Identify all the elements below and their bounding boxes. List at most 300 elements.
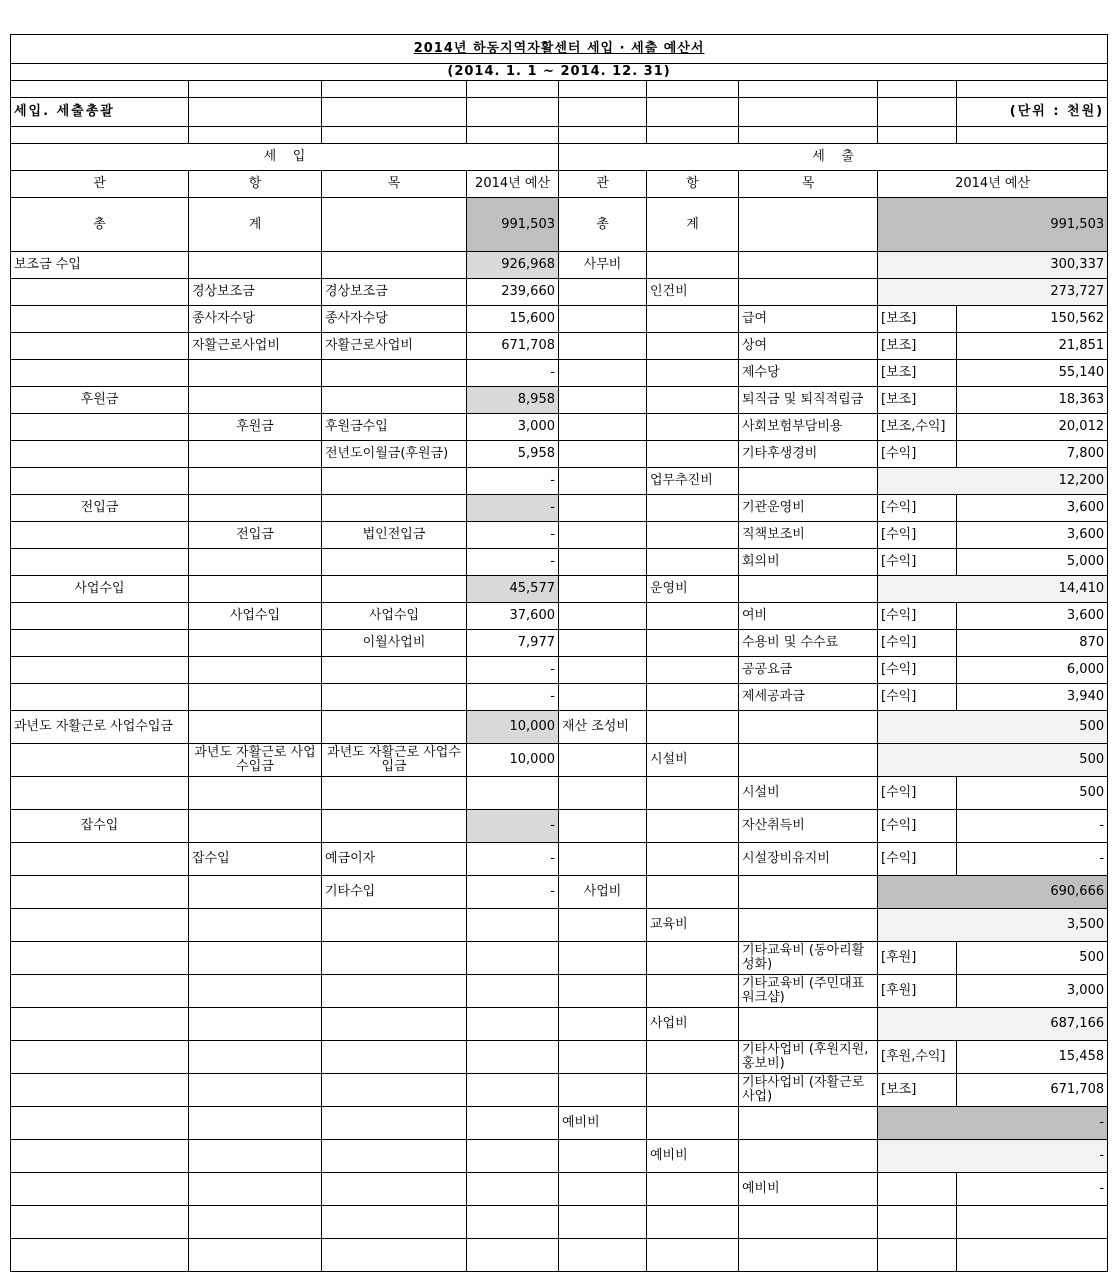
income-budget: - bbox=[467, 549, 559, 576]
income-hang bbox=[189, 441, 322, 468]
income-hang: 사업수입 bbox=[189, 603, 322, 630]
income-hang bbox=[189, 1239, 322, 1272]
income-mok: 과년도 자활근로 사업수입금 bbox=[322, 744, 467, 777]
income-gwan: 전입금 bbox=[11, 495, 189, 522]
income-mok: 기타수입 bbox=[322, 876, 467, 909]
income-mok bbox=[322, 909, 467, 942]
budget-sheet bbox=[10, 34, 1107, 1272]
expense-mok: 기타교육비 (동아리활성화) bbox=[739, 942, 878, 975]
budget-row bbox=[11, 360, 1108, 387]
income-budget: 45,577 bbox=[467, 576, 559, 603]
expense-mok: 기타사업비 (자활근로사업) bbox=[739, 1074, 878, 1107]
income-budget bbox=[467, 1008, 559, 1041]
expense-mok: 시설비 bbox=[739, 777, 878, 810]
budget-row bbox=[11, 549, 1108, 576]
expense-funding-source bbox=[878, 1206, 957, 1239]
expense-budget: 3,000 bbox=[957, 975, 1108, 1008]
expense-hang: 인건비 bbox=[647, 279, 739, 306]
income-budget: - bbox=[467, 810, 559, 843]
expense-gwan bbox=[559, 1008, 647, 1041]
budget-table bbox=[10, 34, 1108, 1272]
income-gwan bbox=[11, 657, 189, 684]
expense-gwan: 사업비 bbox=[559, 876, 647, 909]
expense-mok bbox=[739, 279, 878, 306]
expense-budget bbox=[957, 1206, 1108, 1239]
expense-gwan bbox=[559, 777, 647, 810]
income-mok: 자활근로사업비 bbox=[322, 333, 467, 360]
income-gwan bbox=[11, 1008, 189, 1041]
expense-gwan bbox=[559, 333, 647, 360]
expense-mok: 퇴직금 및 퇴직적립금 bbox=[739, 387, 878, 414]
income-mok bbox=[322, 576, 467, 603]
expense-gwan bbox=[559, 1173, 647, 1206]
income-budget: 7,977 bbox=[467, 630, 559, 657]
expense-hang bbox=[647, 975, 739, 1008]
income-section-header: 세 입 bbox=[11, 144, 559, 171]
income-gwan bbox=[11, 909, 189, 942]
income-budget: 37,600 bbox=[467, 603, 559, 630]
income-gwan bbox=[11, 1074, 189, 1107]
budget-row bbox=[11, 684, 1108, 711]
income-mok bbox=[322, 1107, 467, 1140]
expense-budget: 500 bbox=[957, 777, 1108, 810]
income-gwan bbox=[11, 744, 189, 777]
income-hang bbox=[189, 576, 322, 603]
expense-funding-source: [수익] bbox=[878, 603, 957, 630]
expense-budget: 500 bbox=[878, 744, 1108, 777]
budget-row bbox=[11, 975, 1108, 1008]
budget-row bbox=[11, 603, 1108, 630]
expense-mok: 공공요금 bbox=[739, 657, 878, 684]
income-hang bbox=[189, 387, 322, 414]
expense-mok: 기타교육비 (주민대표워크샵) bbox=[739, 975, 878, 1008]
budget-row bbox=[11, 1206, 1108, 1239]
expense-mok bbox=[739, 1206, 878, 1239]
expense-gwan bbox=[559, 1074, 647, 1107]
summary-label: 세입. 세출총괄 bbox=[11, 98, 189, 127]
budget-row bbox=[11, 495, 1108, 522]
budget-row bbox=[11, 576, 1108, 603]
income-gwan bbox=[11, 522, 189, 549]
expense-gwan bbox=[559, 744, 647, 777]
income-budget bbox=[467, 1239, 559, 1272]
expense-funding-source: [후원] bbox=[878, 975, 957, 1008]
income-gwan bbox=[11, 603, 189, 630]
expense-gwan bbox=[559, 522, 647, 549]
expense-gwan bbox=[559, 603, 647, 630]
income-hang bbox=[189, 630, 322, 657]
total-label: 계 bbox=[647, 198, 739, 252]
expense-budget: 5,000 bbox=[957, 549, 1108, 576]
expense-funding-source: [수익] bbox=[878, 549, 957, 576]
expense-mok: 사회보험부담비용 bbox=[739, 414, 878, 441]
document-title bbox=[11, 35, 1108, 64]
expense-gwan bbox=[559, 1239, 647, 1272]
expense-gwan bbox=[559, 279, 647, 306]
income-hang bbox=[189, 684, 322, 711]
expense-hang: 시설비 bbox=[647, 744, 739, 777]
income-hang bbox=[189, 495, 322, 522]
income-hang: 경상보조금 bbox=[189, 279, 322, 306]
expense-budget bbox=[957, 1239, 1108, 1272]
income-gwan bbox=[11, 1206, 189, 1239]
expense-hang bbox=[647, 1173, 739, 1206]
expense-mok bbox=[739, 1107, 878, 1140]
total-label: 계 bbox=[189, 198, 322, 252]
income-budget bbox=[467, 1107, 559, 1140]
income-mok: 종사자수당 bbox=[322, 306, 467, 333]
expense-budget: 3,600 bbox=[957, 495, 1108, 522]
budget-row bbox=[11, 909, 1108, 942]
income-gwan bbox=[11, 441, 189, 468]
income-budget: - bbox=[467, 495, 559, 522]
income-hang: 자활근로사업비 bbox=[189, 333, 322, 360]
expense-budget: 671,708 bbox=[957, 1074, 1108, 1107]
expense-hang bbox=[647, 1206, 739, 1239]
expense-hang: 예비비 bbox=[647, 1140, 739, 1173]
expense-funding-source bbox=[878, 1239, 957, 1272]
income-budget bbox=[467, 1206, 559, 1239]
expense-budget: 12,200 bbox=[878, 468, 1108, 495]
income-budget bbox=[467, 1041, 559, 1074]
income-budget: - bbox=[467, 843, 559, 876]
budget-row bbox=[11, 306, 1108, 333]
income-mok bbox=[322, 975, 467, 1008]
expense-budget: 7,800 bbox=[957, 441, 1108, 468]
expense-funding-source: [보조] bbox=[878, 1074, 957, 1107]
header-mok: 목 bbox=[322, 171, 467, 198]
budget-row bbox=[11, 630, 1108, 657]
income-budget: 10,000 bbox=[467, 711, 559, 744]
income-budget: 15,600 bbox=[467, 306, 559, 333]
expense-hang bbox=[647, 522, 739, 549]
expense-gwan bbox=[559, 441, 647, 468]
expense-hang bbox=[647, 1074, 739, 1107]
expense-mok: 직책보조비 bbox=[739, 522, 878, 549]
expense-hang bbox=[647, 414, 739, 441]
expense-budget: 15,458 bbox=[957, 1041, 1108, 1074]
income-mok: 사업수입 bbox=[322, 603, 467, 630]
expense-mok: 여비 bbox=[739, 603, 878, 630]
total-label: 총 bbox=[559, 198, 647, 252]
expense-mok: 상여 bbox=[739, 333, 878, 360]
income-hang bbox=[189, 1107, 322, 1140]
expense-gwan bbox=[559, 684, 647, 711]
income-budget: 10,000 bbox=[467, 744, 559, 777]
income-hang: 잡수입 bbox=[189, 843, 322, 876]
expense-hang: 업무추진비 bbox=[647, 468, 739, 495]
expense-budget: - bbox=[878, 1140, 1108, 1173]
income-gwan bbox=[11, 468, 189, 495]
income-gwan bbox=[11, 630, 189, 657]
income-hang bbox=[189, 360, 322, 387]
expense-budget: - bbox=[957, 843, 1108, 876]
expense-budget: 3,500 bbox=[878, 909, 1108, 942]
expense-mok: 예비비 bbox=[739, 1173, 878, 1206]
expense-funding-source: [보조] bbox=[878, 387, 957, 414]
expense-hang bbox=[647, 549, 739, 576]
income-gwan bbox=[11, 414, 189, 441]
expense-budget: 273,727 bbox=[878, 279, 1108, 306]
expense-gwan bbox=[559, 942, 647, 975]
budget-row bbox=[11, 333, 1108, 360]
budget-row bbox=[11, 1140, 1108, 1173]
expense-budget: 20,012 bbox=[957, 414, 1108, 441]
income-gwan bbox=[11, 942, 189, 975]
expense-budget: 6,000 bbox=[957, 657, 1108, 684]
expense-gwan bbox=[559, 1140, 647, 1173]
budget-row bbox=[11, 1107, 1108, 1140]
income-budget bbox=[467, 975, 559, 1008]
income-mok: 후원금수입 bbox=[322, 414, 467, 441]
income-gwan bbox=[11, 360, 189, 387]
expense-budget: 500 bbox=[878, 711, 1108, 744]
expense-mok bbox=[739, 876, 878, 909]
header-budget: 2014년 예산 bbox=[467, 171, 559, 198]
income-hang bbox=[189, 711, 322, 744]
income-mok bbox=[322, 684, 467, 711]
budget-row bbox=[11, 711, 1108, 744]
expense-gwan bbox=[559, 657, 647, 684]
income-gwan bbox=[11, 1239, 189, 1272]
income-budget: 3,000 bbox=[467, 414, 559, 441]
expense-hang: 운영비 bbox=[647, 576, 739, 603]
budget-row bbox=[11, 279, 1108, 306]
title-text: 2014년 하동지역자활센터 세입 · 세출 예산서 bbox=[413, 41, 705, 56]
income-gwan: 과년도 자활근로 사업수입금 bbox=[11, 711, 189, 744]
income-budget: - bbox=[467, 522, 559, 549]
header-hang: 항 bbox=[189, 171, 322, 198]
income-gwan bbox=[11, 876, 189, 909]
expense-funding-source: [보조] bbox=[878, 333, 957, 360]
expense-mok bbox=[739, 711, 878, 744]
expense-hang bbox=[647, 810, 739, 843]
income-gwan bbox=[11, 279, 189, 306]
income-budget: - bbox=[467, 657, 559, 684]
income-mok bbox=[322, 657, 467, 684]
income-mok bbox=[322, 1140, 467, 1173]
expense-mok: 기타후생경비 bbox=[739, 441, 878, 468]
expense-hang bbox=[647, 387, 739, 414]
expense-budget: 300,337 bbox=[878, 252, 1108, 279]
income-mok bbox=[322, 810, 467, 843]
expense-gwan bbox=[559, 1041, 647, 1074]
expense-funding-source: [보조] bbox=[878, 360, 957, 387]
income-budget: 239,660 bbox=[467, 279, 559, 306]
income-gwan bbox=[11, 975, 189, 1008]
income-budget: 926,968 bbox=[467, 252, 559, 279]
expense-budget: 18,363 bbox=[957, 387, 1108, 414]
income-gwan: 사업수입 bbox=[11, 576, 189, 603]
budget-row bbox=[11, 468, 1108, 495]
expense-mok: 회의비 bbox=[739, 549, 878, 576]
expense-funding-source: [수익] bbox=[878, 684, 957, 711]
budget-row bbox=[11, 441, 1108, 468]
income-hang: 종사자수당 bbox=[189, 306, 322, 333]
expense-mok bbox=[739, 468, 878, 495]
expense-funding-source: [수익] bbox=[878, 810, 957, 843]
expense-mok: 제수당 bbox=[739, 360, 878, 387]
unit-label: (단위 : 천원) bbox=[957, 98, 1108, 127]
expense-budget: 55,140 bbox=[957, 360, 1108, 387]
expense-budget: - bbox=[957, 810, 1108, 843]
expense-mok bbox=[739, 1008, 878, 1041]
budget-row bbox=[11, 414, 1108, 441]
income-gwan bbox=[11, 1107, 189, 1140]
expense-gwan bbox=[559, 306, 647, 333]
income-total: 991,503 bbox=[467, 198, 559, 252]
expense-gwan bbox=[559, 810, 647, 843]
expense-budget: 690,666 bbox=[878, 876, 1108, 909]
expense-hang bbox=[647, 1239, 739, 1272]
expense-gwan bbox=[559, 909, 647, 942]
expense-mok: 기타사업비 (후원지원,홍보비) bbox=[739, 1041, 878, 1074]
income-mok: 이월사업비 bbox=[322, 630, 467, 657]
expense-budget: - bbox=[957, 1173, 1108, 1206]
expense-hang bbox=[647, 603, 739, 630]
income-budget bbox=[467, 1074, 559, 1107]
income-mok bbox=[322, 942, 467, 975]
income-hang bbox=[189, 252, 322, 279]
budget-row bbox=[11, 252, 1108, 279]
expense-budget: 14,410 bbox=[878, 576, 1108, 603]
budget-period: (2014. 1. 1 ~ 2014. 12. 31) bbox=[11, 64, 1108, 81]
income-budget: - bbox=[467, 876, 559, 909]
income-gwan bbox=[11, 549, 189, 576]
income-mok bbox=[322, 1041, 467, 1074]
income-hang bbox=[189, 1008, 322, 1041]
expense-hang bbox=[647, 711, 739, 744]
expense-budget: 3,600 bbox=[957, 603, 1108, 630]
expense-hang bbox=[647, 876, 739, 909]
header-gwan: 관 bbox=[559, 171, 647, 198]
budget-row bbox=[11, 522, 1108, 549]
income-mok bbox=[322, 495, 467, 522]
budget-row bbox=[11, 744, 1108, 777]
income-mok bbox=[322, 468, 467, 495]
income-mok bbox=[322, 549, 467, 576]
income-gwan bbox=[11, 1173, 189, 1206]
expense-hang bbox=[647, 630, 739, 657]
budget-row bbox=[11, 876, 1108, 909]
income-hang: 과년도 자활근로 사업수입금 bbox=[189, 744, 322, 777]
expense-mok: 자산취득비 bbox=[739, 810, 878, 843]
income-budget bbox=[467, 777, 559, 810]
expense-hang bbox=[647, 1041, 739, 1074]
expense-budget: 500 bbox=[957, 942, 1108, 975]
income-mok: 전년도이월금(후원금) bbox=[322, 441, 467, 468]
income-mok bbox=[322, 1239, 467, 1272]
expense-gwan: 사무비 bbox=[559, 252, 647, 279]
expense-mok bbox=[739, 909, 878, 942]
income-hang bbox=[189, 1140, 322, 1173]
expense-total: 991,503 bbox=[878, 198, 1108, 252]
income-hang bbox=[189, 777, 322, 810]
income-gwan bbox=[11, 333, 189, 360]
income-gwan bbox=[11, 1041, 189, 1074]
income-gwan bbox=[11, 777, 189, 810]
expense-funding-source: [수익] bbox=[878, 441, 957, 468]
expense-gwan bbox=[559, 549, 647, 576]
income-budget: - bbox=[467, 468, 559, 495]
budget-row bbox=[11, 1239, 1108, 1272]
income-budget: - bbox=[467, 360, 559, 387]
expense-hang bbox=[647, 306, 739, 333]
expense-gwan bbox=[559, 975, 647, 1008]
budget-row bbox=[11, 657, 1108, 684]
income-mok bbox=[322, 1074, 467, 1107]
expense-mok: 기관운영비 bbox=[739, 495, 878, 522]
expense-gwan bbox=[559, 843, 647, 876]
income-gwan: 보조금 수입 bbox=[11, 252, 189, 279]
expense-mok: 급여 bbox=[739, 306, 878, 333]
income-mok bbox=[322, 252, 467, 279]
income-gwan: 잡수입 bbox=[11, 810, 189, 843]
income-hang bbox=[189, 1041, 322, 1074]
expense-hang bbox=[647, 684, 739, 711]
income-mok bbox=[322, 1173, 467, 1206]
expense-budget: - bbox=[878, 1107, 1108, 1140]
expense-hang: 사업비 bbox=[647, 1008, 739, 1041]
income-gwan bbox=[11, 843, 189, 876]
expense-funding-source: [수익] bbox=[878, 630, 957, 657]
spacer-row bbox=[11, 127, 1108, 144]
expense-gwan: 재산 조성비 bbox=[559, 711, 647, 744]
header-hang: 항 bbox=[647, 171, 739, 198]
expense-hang bbox=[647, 777, 739, 810]
expense-mok bbox=[739, 1239, 878, 1272]
expense-gwan bbox=[559, 468, 647, 495]
expense-hang: 교육비 bbox=[647, 909, 739, 942]
expense-gwan bbox=[559, 630, 647, 657]
income-hang bbox=[189, 876, 322, 909]
expense-funding-source: [후원,수익] bbox=[878, 1041, 957, 1074]
expense-funding-source: [수익] bbox=[878, 843, 957, 876]
expense-mok bbox=[739, 252, 878, 279]
income-mok bbox=[322, 777, 467, 810]
income-hang bbox=[189, 1206, 322, 1239]
expense-gwan bbox=[559, 1206, 647, 1239]
expense-gwan bbox=[559, 414, 647, 441]
income-mok: 경상보조금 bbox=[322, 279, 467, 306]
income-mok bbox=[322, 1206, 467, 1239]
expense-gwan: 예비비 bbox=[559, 1107, 647, 1140]
budget-row bbox=[11, 1173, 1108, 1206]
expense-mok bbox=[739, 576, 878, 603]
budget-row bbox=[11, 1041, 1108, 1074]
expense-funding-source: [수익] bbox=[878, 495, 957, 522]
header-mok: 목 bbox=[739, 171, 878, 198]
income-mok: 법인전입금 bbox=[322, 522, 467, 549]
expense-mok: 시설장비유지비 bbox=[739, 843, 878, 876]
income-hang bbox=[189, 942, 322, 975]
expense-section-header: 세 출 bbox=[559, 144, 1108, 171]
budget-row bbox=[11, 1074, 1108, 1107]
budget-row bbox=[11, 387, 1108, 414]
income-hang bbox=[189, 1074, 322, 1107]
total-row bbox=[11, 198, 1108, 252]
expense-funding-source: [수익] bbox=[878, 522, 957, 549]
expense-mok bbox=[739, 1140, 878, 1173]
expense-funding-source: [후원] bbox=[878, 942, 957, 975]
income-gwan: 후원금 bbox=[11, 387, 189, 414]
income-budget: 5,958 bbox=[467, 441, 559, 468]
income-hang bbox=[189, 810, 322, 843]
expense-budget: 870 bbox=[957, 630, 1108, 657]
income-budget bbox=[467, 1140, 559, 1173]
expense-budget: 21,851 bbox=[957, 333, 1108, 360]
spacer-row bbox=[11, 81, 1108, 98]
